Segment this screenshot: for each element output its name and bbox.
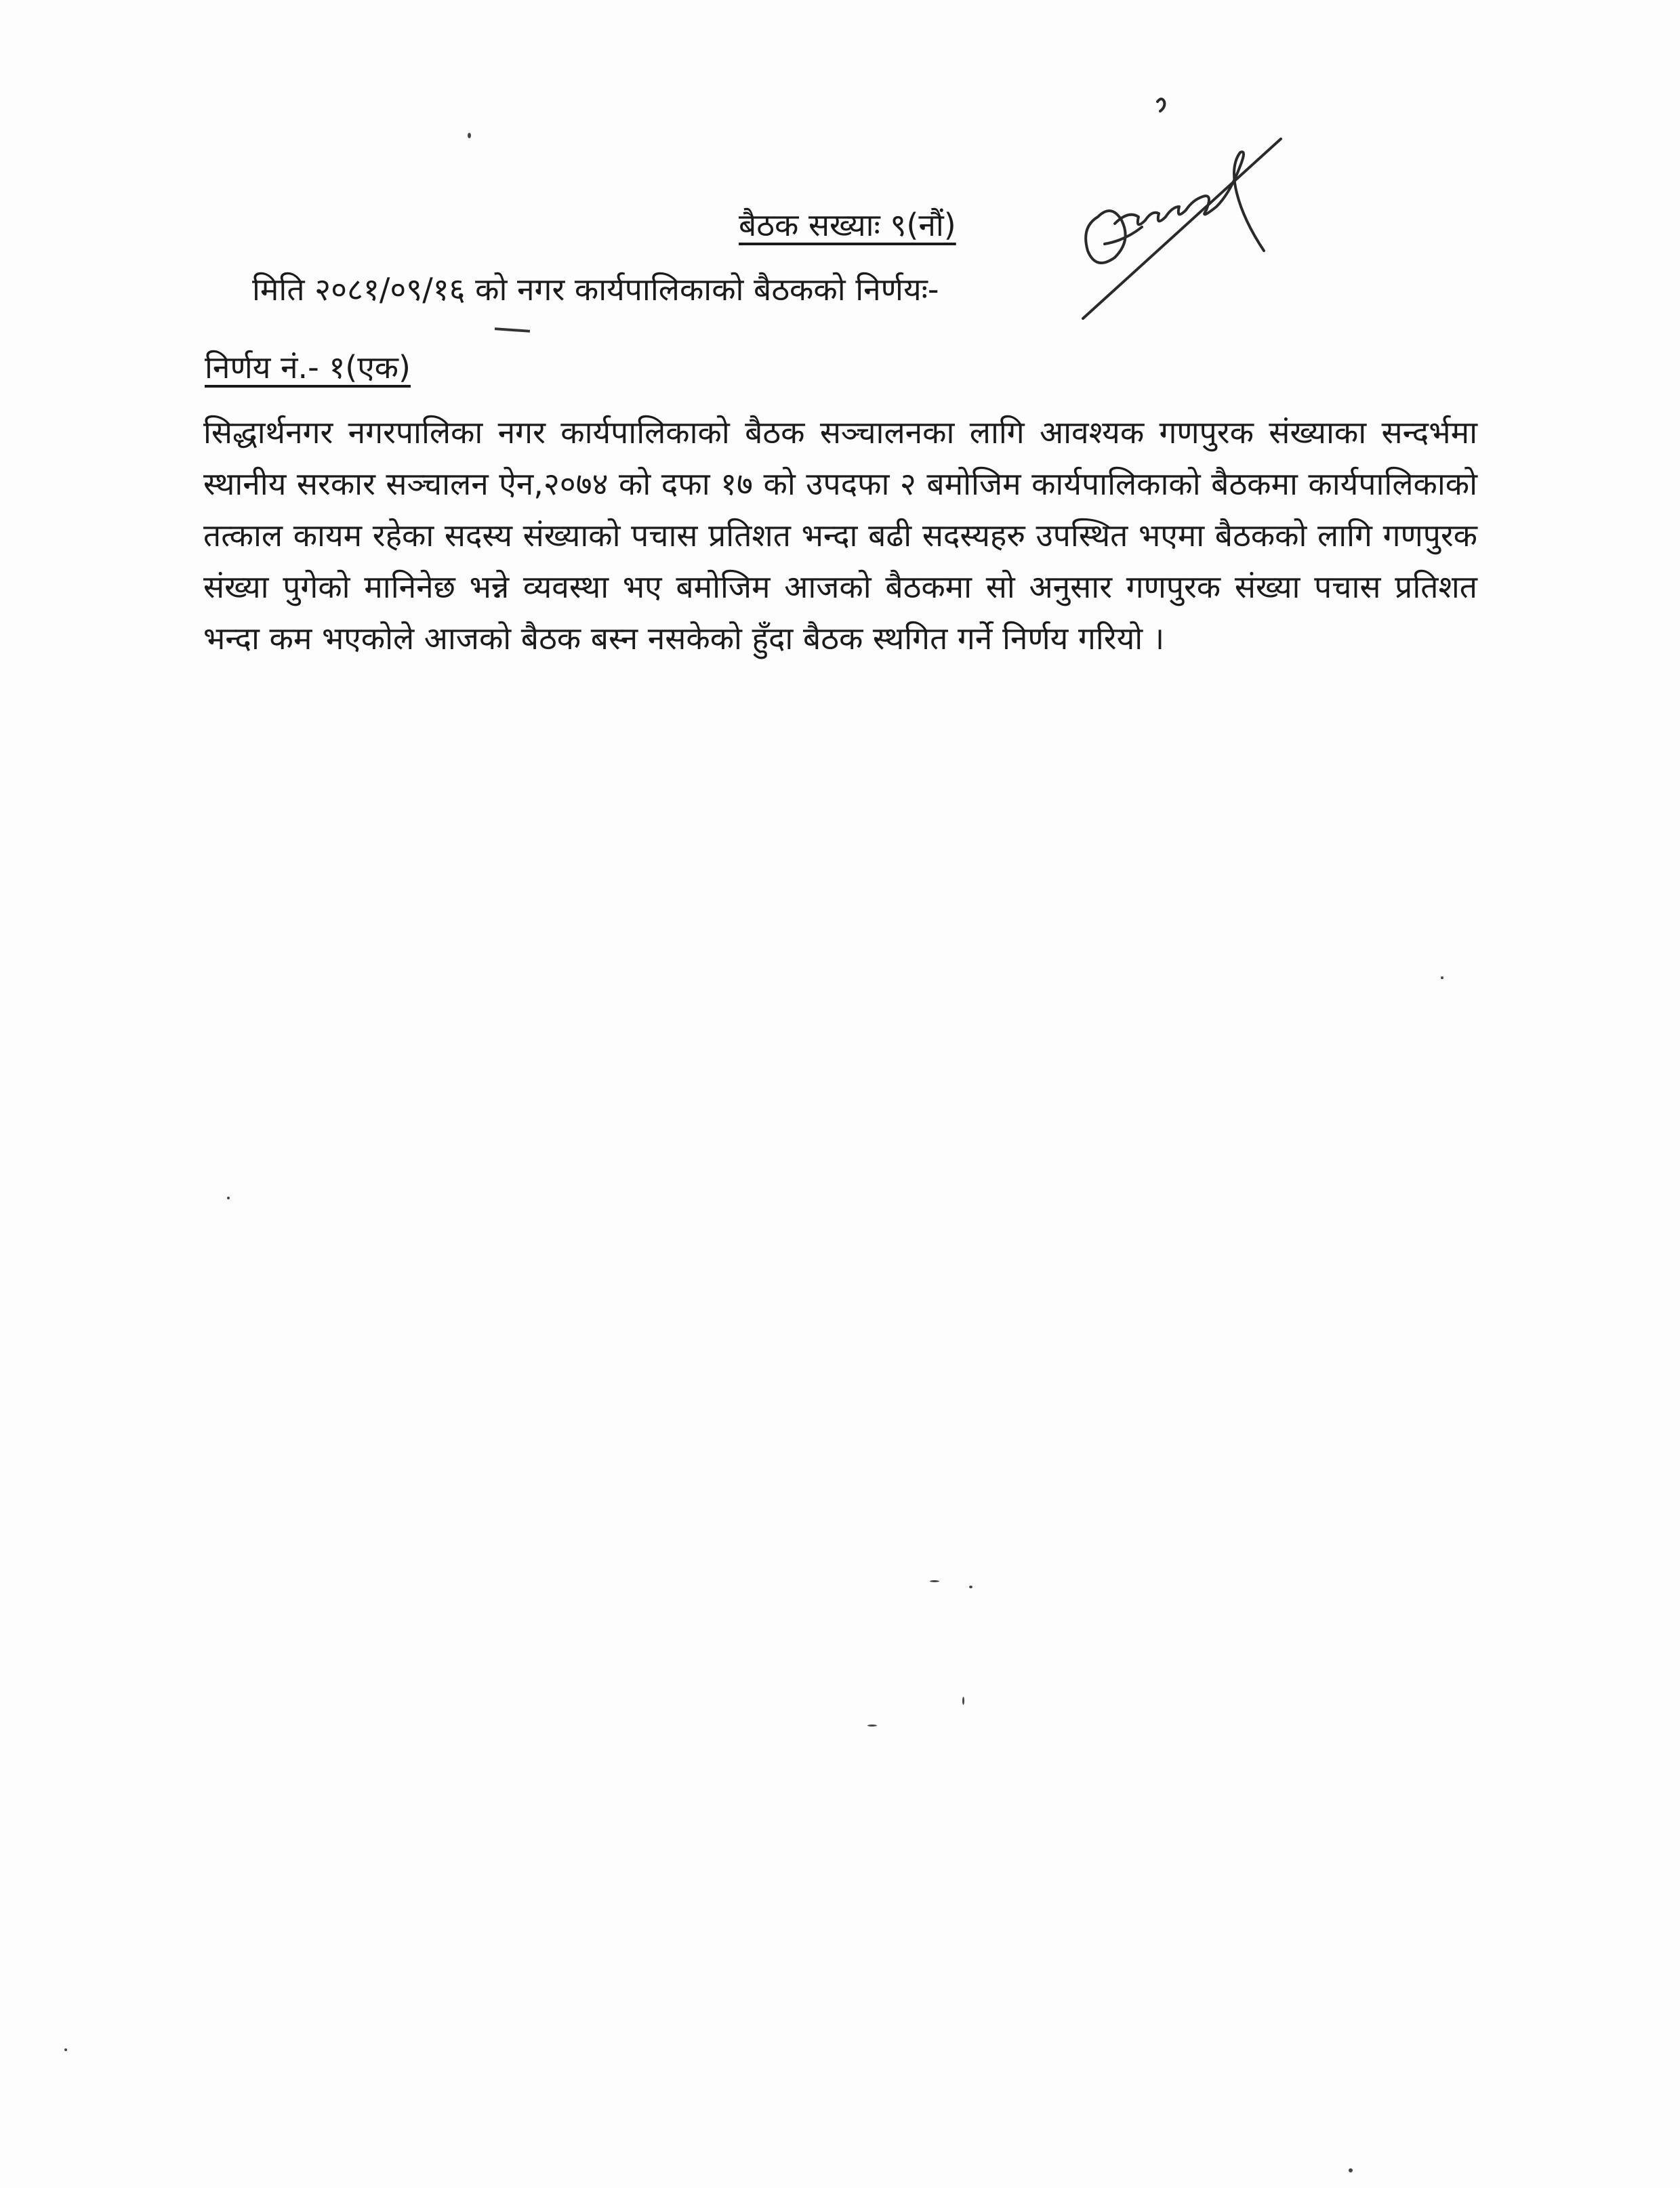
meeting-date-line: मिति २०८१/०९/१६ को नगर कार्यपालिकाको बैठकको निर्णयः- — [252, 271, 939, 308]
scan-dot — [64, 2048, 67, 2051]
scan-dot — [1349, 2168, 1353, 2172]
pen-stroke-mark — [495, 327, 530, 333]
scan-dot — [930, 1580, 939, 1582]
scan-dot — [962, 1697, 964, 1705]
scan-dot — [1441, 976, 1443, 979]
decision-text: सिद्धार्थनगर नगरपालिका नगर कार्यपालिकाको बैठक सञ्चालनका लागि आवश्यक गणपुरक संख्याका सन्दर्भमा स्थानीय सरकार सञ्चालन ऐन,२०७४ को दफा १७ को उपदफा २ बमोजिम कार्यपालिकाको बैठकमा कार्यपालिकाको तत्काल कायम रहेका सदस्य संख्याको पचास प्रतिशत भन्दा बढी सदस्यहरु उपस्थित भएमा बैठकको लागि गणपुरक संख्या पुगेको मानिनेछ भन्ने व्यवस्था भए बमोजिम आजको बैठकमा सो अनुसार गणपुरक संख्या पचास प्रतिशत भन्दा कम भएकोले आजको बैठक बस्न नसकेको हुँदा बैठक स्थगित गर्ने निर्णय गरियो । — [203, 414, 1477, 657]
scan-dot — [867, 1725, 877, 1727]
handwritten-signature — [1078, 88, 1308, 332]
decision-number-heading: निर्णय नं.- १(एक) — [205, 349, 411, 386]
meeting-number-heading: बैठक सख्याः ९(नौं) — [739, 207, 956, 243]
scan-dot — [969, 1586, 972, 1588]
scan-dot — [227, 1197, 230, 1199]
scan-dot — [468, 133, 471, 138]
